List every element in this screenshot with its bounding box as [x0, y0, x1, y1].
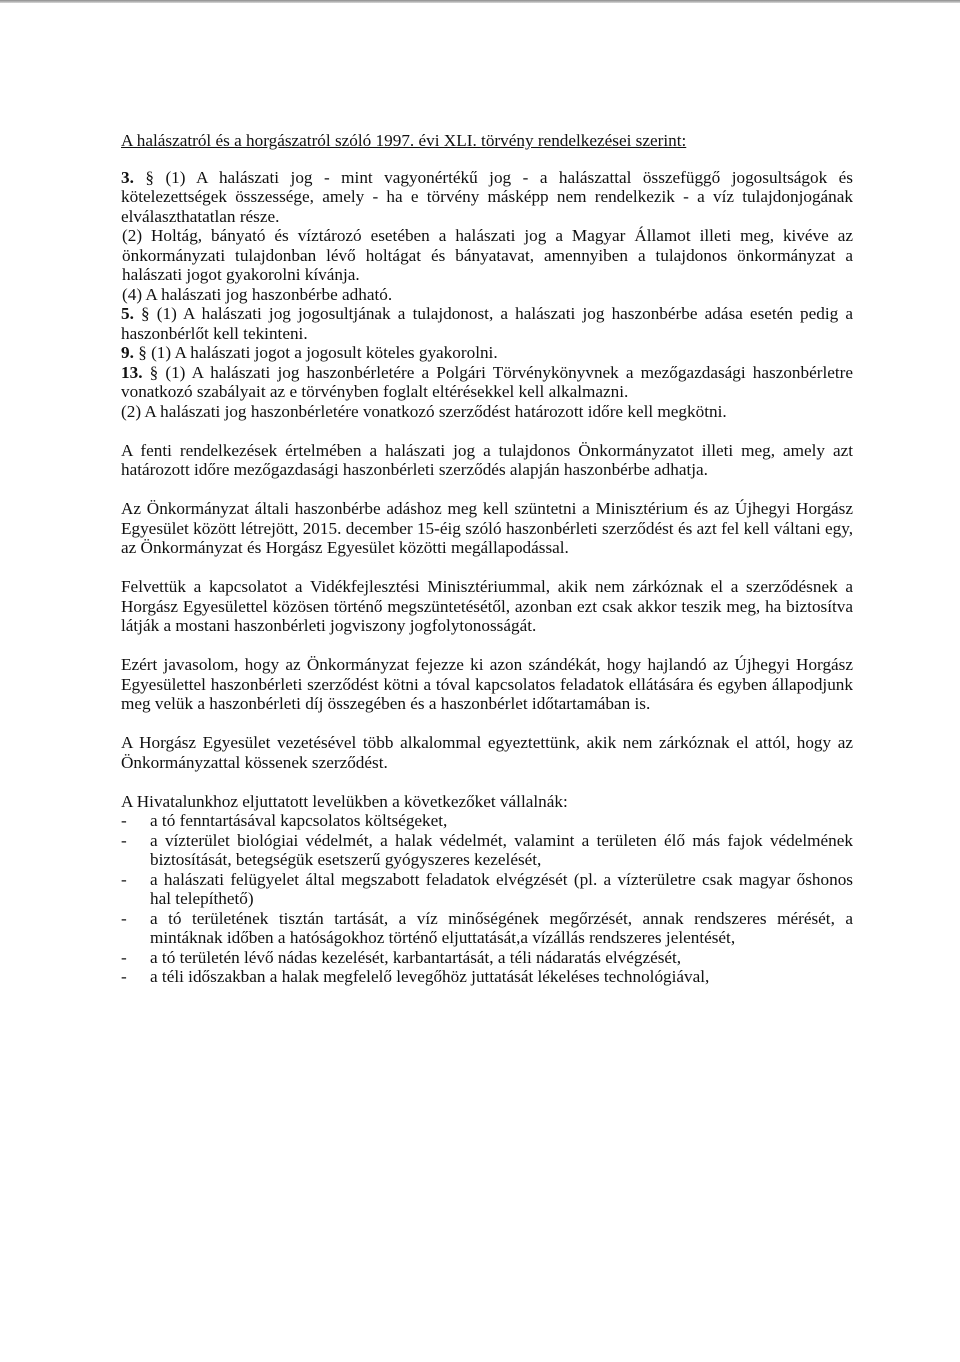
- list-dash: -: [121, 947, 127, 967]
- law-text: § (1) A halászati jog - mint vagyonértékű jog - a halászattal összefüggő jogosultságok és kötelezettségek összessége, amely - ha e törvény másképp nem rendelkezik - a víz tulajdonjogának elválaszthatatlan része.: [121, 167, 853, 226]
- section-number: 9.: [121, 343, 134, 362]
- law-item-9-1: [121, 343, 853, 363]
- law-item-3-4: [121, 285, 853, 305]
- law-text: § (1) A halászati jog haszonbérletére a Polgári Törvénykönyvnek a mezőgazdasági haszonbérletre vonatkozó szabályait az e törvényben foglalt eltérésekkel kell alkalmazni.: [121, 362, 854, 401]
- law-text: § (1) A halászati jog jogosultjának a tulajdonost, a halászati jog haszonbérbe adása esetén pedig a haszonbérlőt kell tekinteni.: [121, 304, 853, 343]
- list-dash: -: [121, 830, 127, 850]
- paragraph: Felvettük a kapcsolatot a Vidékfejlesztési Minisztériummal, akik nem zárkóznak el a szerződésnek a Horgász Egyesülettel közösen történő megszüntetésétől, azonban ezt csak akkor teszik meg, ha biztosítva látják a mostani haszonbérleti jogviszony jogfolytonosságát.: [121, 577, 853, 635]
- list-item: - a halászati felügyelet által megszabott feladatok elvégzését (pl. a vízterületre csak magyar őshonos hal telepíthető): [121, 869, 853, 908]
- scan-edge: [0, 0, 960, 3]
- list-item: - a tó területének tisztán tartását, a víz minőségének megőrzését, annak rendszeres mérését, a mintáknak időben a hatóságokhoz történő eljuttatását,a vízállás rendszeres jelentését,: [121, 908, 853, 947]
- law-text: (2) Holtág, bányató és víztározó esetében a halászati jog a Magyar Államot illeti meg, kivéve az önkormányzati tulajdonban lévő holtágat és bányatavat, amennyiben a tulajdonos önkormányzat a halászati jogot gyakorolni kívánja.: [122, 226, 853, 284]
- section-number: 13.: [121, 362, 143, 382]
- law-text: § (1) A halászati jogot a jogosult köteles gyakorolni.: [138, 343, 498, 362]
- law-text: (4) A halászati jog haszonbérbe adható.: [122, 284, 393, 304]
- law-item-3-1: [121, 168, 853, 227]
- list-dash: -: [121, 967, 127, 986]
- list-item: - a vízterület biológiai védelmét, a halak védelmét, valamint a területen élő más fajok védelmének biztosítását, betegségük esetszerű gyógyszeres kezelését,: [121, 830, 853, 869]
- list-item: - a tó fenntartásával kapcsolatos költségeket,: [121, 811, 448, 830]
- list-intro: A Hivatalunkhoz eljuttatott levelükben a következőket vállalnák:: [121, 791, 568, 811]
- list-item: - a téli időszakban a halak megfelelő levegőhöz juttatását lékeléses technológiával,: [121, 967, 710, 986]
- law-text: (2) A halászati jog haszonbérletére vonatkozó szerződést határozott időre kell megkötni.: [121, 401, 727, 421]
- paragraph: Ezért javasolom, hogy az Önkormányzat fejezze ki azon szándékát, hogy hajlandó az Újhegyi Horgász Egyesülettel haszonbérleti szerződést kötni a tóval kapcsolatos feladatok ellátására és egyben állapodjunk meg velük a haszonbérleti díj összegében és a haszonbérlet időtartamában is.: [121, 655, 853, 713]
- section-number: 5.: [121, 304, 134, 323]
- document-heading: A halászatról és a horgászatról szóló 1997. évi XLI. törvény rendelkezései szerint:: [121, 131, 687, 150]
- law-item-5-1: [121, 304, 853, 343]
- document-page: [121, 131, 853, 987]
- list-dash: -: [121, 869, 127, 889]
- law-item-3-2: [121, 226, 853, 285]
- list-dash: -: [121, 811, 127, 830]
- commitment-list: [121, 811, 853, 987]
- list-dash: -: [121, 908, 127, 928]
- list-item: - a tó területén lévő nádas kezelését, karbantartását, a téli nádaratás elvégzését,: [121, 947, 682, 967]
- paragraph: Az Önkormányzat általi haszonbérbe adáshoz meg kell szüntetni a Minisztérium és az Újhegyi Horgász Egyesület között létrejött, 2015. december 15-éig szóló haszonbérleti szerződést és azt fel kell váltani egy, az Önkormányzat és Horgász Egyesület közötti megállapodással.: [121, 499, 853, 557]
- law-item-13-1: [121, 363, 853, 402]
- section-number: 3.: [121, 167, 134, 187]
- law-item-13-2: [121, 402, 853, 422]
- paragraph: A Horgász Egyesület vezetésével több alkalommal egyeztettünk, akik nem zárkóznak el attól, hogy az Önkormányzattal kössenek szerződést.: [121, 733, 853, 772]
- law-excerpt: [121, 168, 853, 422]
- paragraph: A fenti rendelkezések értelmében a halászati jog a tulajdonos Önkormányzatot illeti meg, amely azt határozott időre mezőgazdasági haszonbérleti szerződés alapján haszonbérbe adhatja.: [121, 440, 853, 479]
